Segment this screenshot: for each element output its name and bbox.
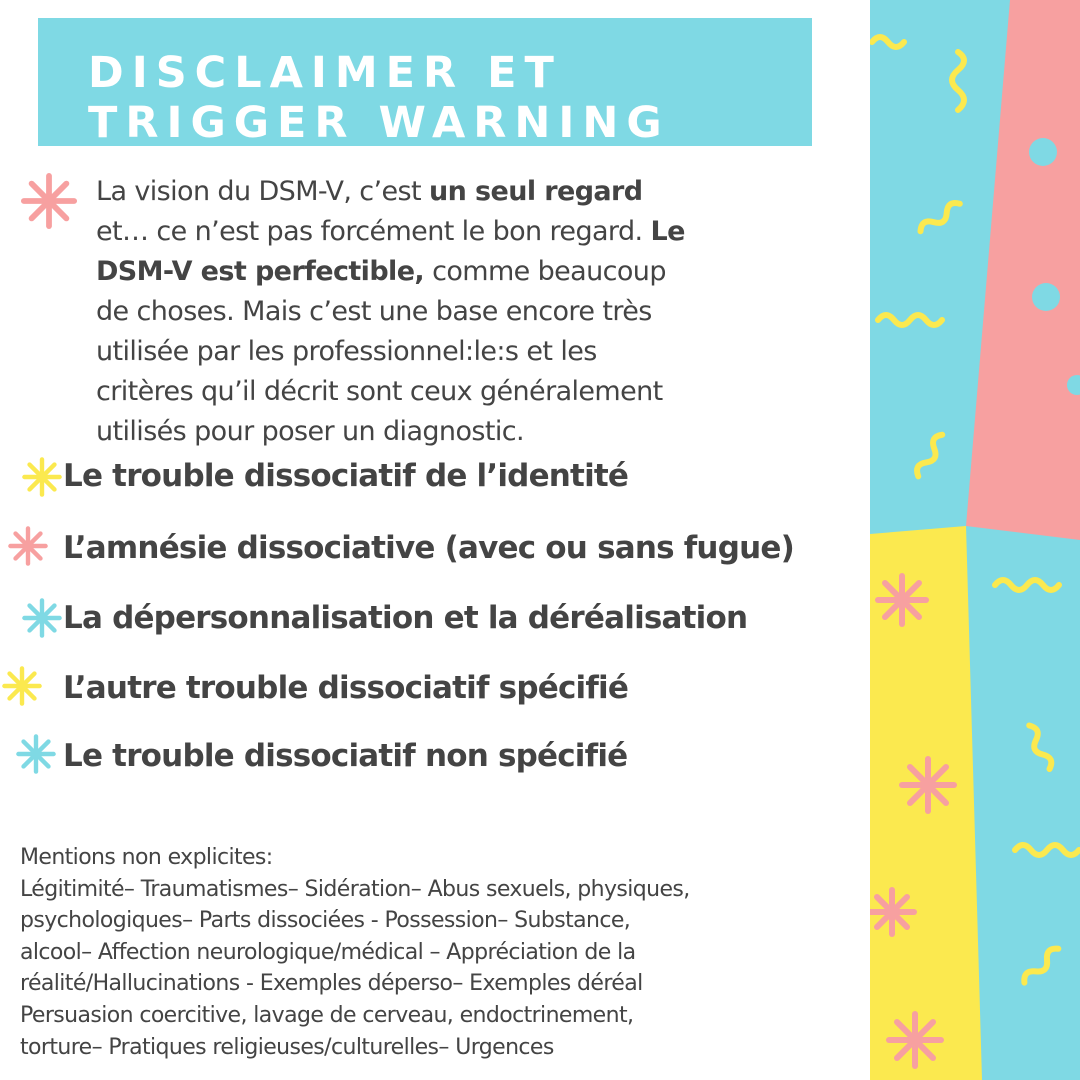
mentions-line: réalité/Hallucinations - Exemples déperso– Exemples déréal [20, 971, 643, 997]
decorative-pattern-band [870, 0, 1080, 1080]
intro-line: critères qu’il décrit sont ceux généralement [96, 376, 663, 407]
page-title-line-1: DISCLAIMER ET [88, 48, 562, 98]
intro-line [96, 212, 831, 252]
mentions-line: psychologiques– Parts dissociées - Possession– Substance, [20, 908, 631, 934]
intro-emphasis: un seul regard [428, 176, 643, 207]
intro-emphasis: Le [650, 216, 685, 247]
intro-text: et… ce n’est pas forcément le bon regard. [96, 216, 651, 247]
list-item-label: Le trouble dissociatif non spécifié [63, 738, 628, 774]
list-item-label: L’autre trouble dissociatif spécifié [63, 670, 629, 706]
intro-line: utilisée par les professionnel:le:s et les [96, 336, 597, 367]
cyan-dot [1032, 283, 1060, 311]
asterisk-pink-icon [20, 172, 78, 230]
asterisk-cyan-icon [20, 596, 64, 640]
intro-text: comme beaucoup [424, 256, 666, 287]
asterisk-yellow-icon [0, 664, 44, 708]
mentions-block [20, 842, 870, 1063]
list-item-label: L’amnésie dissociative (avec ou sans fugue) [63, 530, 794, 566]
intro-paragraph [96, 172, 831, 452]
list-item-label: Le trouble dissociatif de l’identité [63, 458, 629, 494]
intro-line: de choses. Mais c’est une base encore très [96, 296, 652, 327]
mentions-line: Légitimité– Traumatismes– Sidération– Abus sexuels, physiques, [20, 876, 690, 902]
asterisk-pink-icon [6, 524, 50, 568]
asterisk-cyan-icon [14, 732, 58, 776]
page-title-line-2: TRIGGER WARNING [88, 98, 670, 148]
intro-line: utilisés pour poser un diagnostic. [96, 416, 524, 447]
asterisk-yellow-icon [20, 455, 64, 499]
mentions-heading: Mentions non explicites: [20, 845, 273, 870]
intro-line [96, 172, 831, 212]
intro-text: La vision du DSM-V, c’est [96, 176, 429, 207]
mentions-line: alcool– Affection neurologique/médical – Appréciation de la [20, 939, 636, 965]
intro-emphasis: DSM-V est perfectible, [96, 256, 425, 287]
cyan-dot [1029, 138, 1057, 166]
mentions-line: torture– Pratiques religieuses/culturelles– Urgences [20, 1034, 554, 1060]
mentions-line: Persuasion coercitive, lavage de cerveau, endoctrinement, [20, 1002, 634, 1028]
intro-line [96, 252, 831, 292]
list-item-label: La dépersonnalisation et la déréalisation [63, 600, 748, 636]
title-banner [38, 18, 812, 146]
